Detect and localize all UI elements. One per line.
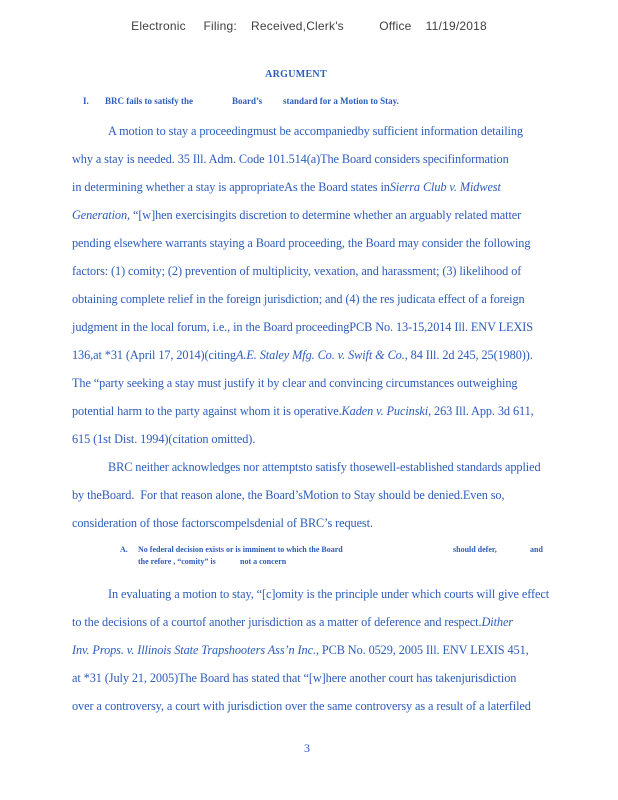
text-line xyxy=(72,285,552,313)
text-segment: pending elsewhere warrants staying a Board proceeding, the Board may consider the following xyxy=(72,236,531,250)
case-citation-italic: Generation, xyxy=(72,208,130,222)
paragraph-brc-fails xyxy=(72,453,552,537)
text-segment: obtaining complete relief in the foreign jurisdiction; and (4) the res judicata effect of a foreign xyxy=(72,292,525,306)
text-line xyxy=(72,397,552,425)
text-line xyxy=(72,580,552,608)
text-segment: to the decisions of a courtof another jurisdiction as a matter of deference and respect. xyxy=(72,615,482,629)
text-segment: , PCB No. 0529, 2005 Ill. ENV LEXIS 451, xyxy=(315,643,529,657)
text-segment: , 263 Ill. App. 3d 611, xyxy=(428,404,534,418)
subsection-number: A. xyxy=(120,545,128,554)
text-line xyxy=(72,341,552,369)
text-segment: “[w]hen exercisingits discretion to determine whether an arguably related matter xyxy=(129,208,522,222)
section-heading-1 xyxy=(0,96,618,110)
text-line xyxy=(72,229,552,257)
text-segment: 136,at *31 (April 17, 2014)(citing xyxy=(72,348,236,362)
subsection-heading-text: the refore , “comity” is xyxy=(138,557,216,566)
text-segment: consideration of those factorscompelsdenial of BRC’s request. xyxy=(72,516,373,530)
subsection-heading-text: should defer, xyxy=(453,545,497,554)
text-segment: 615 (1st Dist. 1994)(citation omitted). xyxy=(72,432,256,446)
section-number: I. xyxy=(83,96,89,106)
subsection-heading-text: No federal decision exists or is imminent to which the Board xyxy=(138,545,343,554)
section-heading-a xyxy=(0,545,618,571)
text-segment: in determining whether a stay is appropriateAs the Board states in xyxy=(72,180,390,194)
text-line xyxy=(72,481,552,509)
text-line xyxy=(72,257,552,285)
text-segment: potential harm to the party against whom it is operative. xyxy=(72,404,342,418)
text-line xyxy=(72,509,552,537)
text-line xyxy=(72,692,552,720)
text-line xyxy=(72,425,552,453)
text-line xyxy=(72,145,552,173)
text-segment: at *31 (July 21, 2005)The Board has stated that “[w]here another court has takenjurisdiction xyxy=(72,671,517,685)
text-line xyxy=(72,173,552,201)
text-line xyxy=(72,313,552,341)
text-segment: , 84 Ill. 2d 245, 25(1980)). xyxy=(404,348,533,362)
text-line xyxy=(72,117,552,145)
text-line xyxy=(72,369,552,397)
case-citation-italic: Inv. Props. v. Illinois State Trapshooters Ass’n Inc. xyxy=(72,643,316,657)
paragraph-comity xyxy=(72,580,552,720)
text-segment: why a stay is needed. 35 Ill. Adm. Code 101.514(a)The Board considers specifinformation xyxy=(72,152,509,166)
case-citation-italic: A.E. Staley Mfg. Co. v. Swift & Co. xyxy=(235,348,405,362)
case-citation-italic: Sierra Club v. Midwest xyxy=(389,180,501,194)
text-segment: A motion to stay a proceedingmust be accompaniedby sufficient information detailing xyxy=(108,124,523,138)
text-segment: by theBoard. For that reason alone, the Board’sMotion to Stay should be denied.Even so, xyxy=(72,488,505,502)
section-heading-text: BRC fails to satisfy the xyxy=(105,96,193,106)
section-heading-text: standard for a Motion to Stay. xyxy=(283,96,399,106)
text-line xyxy=(72,664,552,692)
text-line xyxy=(72,201,552,229)
text-segment: over a controversy, a court with jurisdiction over the same controversy as a result of a laterfiled xyxy=(72,699,531,713)
page-title: ARGUMENT xyxy=(265,69,327,80)
section-heading-text: Board’s xyxy=(232,96,263,106)
text-segment: judgment in the local forum, i.e., in the Board proceedingPCB No. 13-15,2014 Ill. ENV LEXIS xyxy=(72,320,533,334)
paragraph-standards xyxy=(72,117,552,453)
efiling-stamp: Electronic Filing: Received,Clerk's Office 11/19/2018 xyxy=(131,19,487,33)
text-segment: factors: (1) comity; (2) prevention of multiplicity, vexation, and harassment; (3) likelihood of xyxy=(72,264,522,278)
subsection-heading-text: and xyxy=(530,545,543,554)
case-citation-italic: Dither xyxy=(481,615,513,629)
text-line xyxy=(72,608,552,636)
page-number: 3 xyxy=(304,741,310,755)
text-segment: The “party seeking a stay must justify it by clear and convincing circumstances outweighing xyxy=(72,376,518,390)
case-citation-italic: Kaden v. Pucinski xyxy=(341,404,429,418)
text-line xyxy=(72,453,552,481)
subsection-heading-text: not a concern xyxy=(240,557,287,566)
text-segment: In evaluating a motion to stay, “[c]omity is the principle under which courts will give effect xyxy=(108,587,550,601)
text-line xyxy=(72,636,552,664)
text-segment: BRC neither acknowledges nor attemptsto satisfy thosewell-established standards applied xyxy=(108,460,541,474)
